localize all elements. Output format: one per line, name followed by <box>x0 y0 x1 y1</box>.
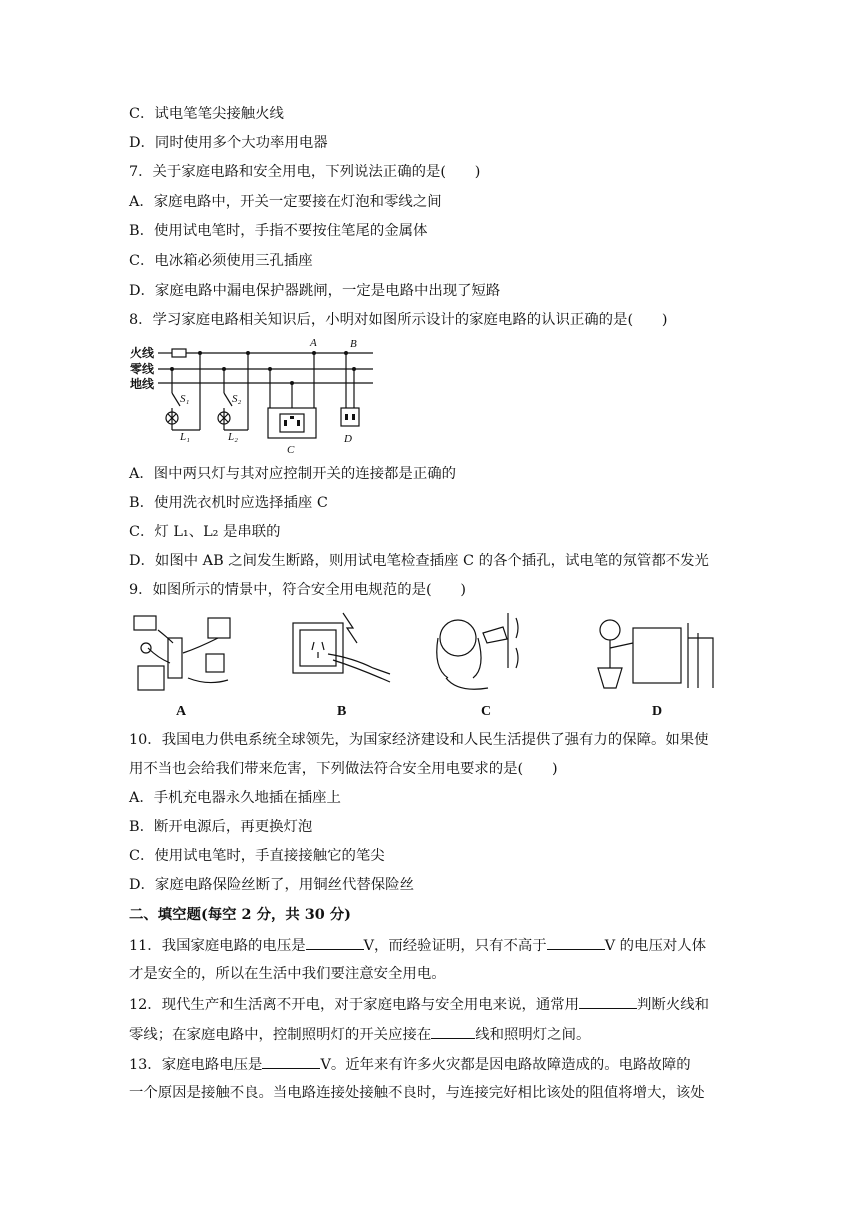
picture-c-hair-dryer <box>437 613 518 689</box>
point-b-label: B <box>350 338 357 350</box>
lamp-l2-label: L₂ <box>228 431 238 443</box>
switch-s1 <box>172 393 180 406</box>
q8-option-d: D．如图中 AB 之间发生断路，则用试电笔检查插座 C 的各个插孔，试电笔的氖管都不发光 <box>129 553 709 569</box>
q12-text-1: 12．现代生产和生活离不开电，对于家庭电路与安全用电来说，通常用 <box>129 997 580 1013</box>
q7-option-d: D．家庭电路中漏电保护器跳闸，一定是电路中出现了短路 <box>129 283 501 299</box>
q7-option-a: A．家庭电路中，开关一定要接在灯泡和零线之间 <box>129 194 442 210</box>
q11-blank-1[interactable] <box>306 935 364 950</box>
circuit-diagram <box>128 336 378 456</box>
q12-blank-2[interactable] <box>431 1024 475 1039</box>
switch-s1-label: S₁ <box>180 393 190 405</box>
q11-text-1: 11．我国家庭电路的电压是 <box>129 938 306 954</box>
q13-text-2: V。近年来有许多火灾都是因电路故障造成的。电路故障的 <box>320 1057 691 1073</box>
q13-line-2: 一个原因是接触不良。当电路连接处接触不良时，与连接完好相比该处的阻值将增大，该处 <box>129 1085 705 1101</box>
socket-c-label: C <box>287 444 295 456</box>
q7-option-b: B．使用试电笔时，手指不要按住笔尾的金属体 <box>129 223 428 239</box>
lamp-l1-label: L₁ <box>180 431 190 443</box>
q9-stem: 9．如图所示的情景中，符合安全用电规范的是( ) <box>129 582 466 598</box>
q13-blank-1[interactable] <box>262 1054 320 1069</box>
q11-text-3: V 的电压对人体 <box>604 938 707 954</box>
q6-option-d: D．同时使用多个大功率用电器 <box>129 135 328 151</box>
q11-blank-2[interactable] <box>547 935 605 950</box>
q12-line-2 <box>129 1024 590 1045</box>
q8-option-a: A．图中两只灯与其对应控制开关的连接都是正确的 <box>129 466 456 482</box>
neutral-wire-label: 零线 <box>130 362 155 376</box>
q10-option-a: A．手机充电器永久地插在插座上 <box>129 790 341 806</box>
q12-text-4: 线和照明灯之间。 <box>475 1027 591 1043</box>
q13-text-1: 13．家庭电路电压是 <box>129 1057 263 1073</box>
q10-option-d: D．家庭电路保险丝断了，用铜丝代替保险丝 <box>129 877 414 893</box>
q12-text-3: 零线；在家庭电路中，控制照明灯的开关应接在 <box>129 1027 432 1043</box>
picture-b-hand-at-socket <box>293 613 390 682</box>
socket-d <box>341 408 359 426</box>
q11-text-2: V，而经验证明，只有不高于 <box>363 938 547 954</box>
switch-s2 <box>224 393 232 406</box>
point-a-label: A <box>310 337 317 349</box>
fuse <box>172 349 186 357</box>
ground-wire-label: 地线 <box>130 377 155 391</box>
q6-option-c: C．试电笔笔尖接触火线 <box>129 106 284 122</box>
q7-option-c: C．电冰箱必须使用三孔插座 <box>129 253 313 269</box>
q8-option-c: C．灯 L₁、L₂ 是串联的 <box>129 524 281 540</box>
q7-stem: 7．关于家庭电路和安全用电，下列说法正确的是( ) <box>129 164 481 180</box>
live-wire-label: 火线 <box>130 346 155 360</box>
q8-option-b: B．使用洗衣机时应选择插座 C <box>129 495 328 511</box>
q11-line-1 <box>129 935 706 956</box>
q10-option-c: C．使用试电笔时，手直接接触它的笔尖 <box>129 848 385 864</box>
section-2-heading: 二、填空题(每空 2 分，共 30 分) <box>129 906 351 923</box>
socket-d-label: D <box>344 433 352 445</box>
q10-stem-line-1: 10．我国电力供电系统全球领先，为国家经济建设和人民生活提供了强有力的保障。如果使 <box>129 732 709 748</box>
picture-c-label: C <box>481 704 492 719</box>
picture-d-electrical-box <box>598 620 713 688</box>
q10-option-b: B．断开电源后，再更换灯泡 <box>129 819 313 835</box>
q12-text-2: 判断火线和 <box>637 997 710 1013</box>
picture-a-label: A <box>176 704 187 719</box>
picture-b-label: B <box>337 704 347 719</box>
q9-pictures <box>128 608 728 696</box>
picture-d-label: D <box>652 704 663 719</box>
q12-line-1 <box>129 994 709 1015</box>
switch-s2-label: S₂ <box>232 393 242 405</box>
q8-stem: 8．学习家庭电路相关知识后，小明对如图所示设计的家庭电路的认识正确的是( ) <box>129 312 668 328</box>
q13-line-1 <box>129 1054 691 1075</box>
q11-line-2: 才是安全的，所以在生活中我们要注意安全用电。 <box>129 966 446 982</box>
picture-a-overloaded-socket <box>134 616 230 690</box>
q12-blank-1[interactable] <box>579 994 637 1009</box>
q10-stem-line-2: 用不当也会给我们带来危害，下列做法符合安全用电要求的是( ) <box>129 761 558 777</box>
socket-c <box>268 408 316 438</box>
